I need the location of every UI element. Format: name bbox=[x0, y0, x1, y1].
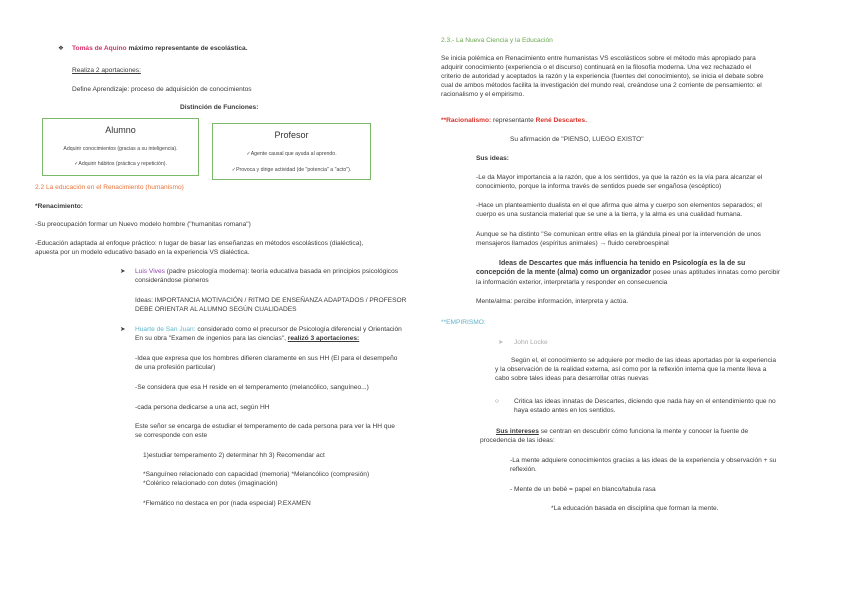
afirmacion-text: Su afirmación de "PIENSO, LUEGO EXISTO" bbox=[510, 136, 644, 143]
huarte-steps: 1)estudiar temperamento 2) determinar hh 3) Recomendar act bbox=[143, 452, 325, 459]
realiza-header: Realiza 2 aportaciones: bbox=[72, 67, 141, 74]
alumno-box bbox=[42, 118, 199, 176]
profesor-line1: ✓Agente causal que ayuda al aprendo. bbox=[246, 151, 337, 157]
section-2-2-heading: 2.2 La educación en el Renacimiento (humanismo) bbox=[35, 184, 184, 191]
intro-line4: cual de ambos métodos facilita la investigación del mundo real, creándose una 2 corriente de pensamiento: el bbox=[441, 82, 762, 89]
racionalismo-label: **Racionalismo: bbox=[441, 117, 492, 124]
huarte-colerico: *Colérico relacionado con dotes (imaginación) bbox=[143, 480, 278, 487]
critica-line1: Critica las ideas innatas de Descartes, diciendo que nada hay en el entendimiento que no bbox=[514, 398, 776, 405]
racionalismo-line bbox=[441, 117, 587, 125]
arrow-bullet-icon: ➤ bbox=[120, 268, 126, 275]
profesor-title: Profesor bbox=[274, 130, 309, 140]
idea3-line2: mensajeros llamados (espíritus animales) → fluido cerebroespinal bbox=[476, 240, 669, 247]
segun-line3: cabo sobre tales ideas para desarrollar otras nuevas bbox=[495, 375, 649, 382]
idea1-line1: -Le da Mayor importancia a la razón, que a los sentidos, ya que la razón es la vía para alcanzar el bbox=[476, 174, 763, 181]
alumno-title: Alumno bbox=[105, 125, 136, 135]
vives-name: Luis Vives bbox=[135, 268, 165, 275]
influencia-line2 bbox=[476, 269, 780, 277]
segun-line2: y la observación de la realidad externa, así como por la reflexión interna que la mente lleva a bbox=[495, 366, 767, 373]
huarte-sanguineo: *Sanguíneo relacionado con capacidad (memoria) *Melancólico (compresión) bbox=[143, 471, 370, 478]
huarte-ap1a: -Idea que expresa que los hombres difieren claramente en sus HH (El para el desempeño bbox=[135, 355, 398, 362]
locke-name: John Locke bbox=[514, 339, 548, 346]
empirismo-label: **EMPIRISMO: bbox=[441, 319, 486, 326]
idea2-line2: cuerpo es una sustancia material que se une a la tierra, y la alma es una cualidad humana. bbox=[476, 211, 743, 218]
vives-line1 bbox=[135, 268, 398, 276]
mente-alma-text: Mente/alma: percibe información, interpreta y actúa. bbox=[476, 298, 629, 305]
sus-ideas-label: Sus ideas: bbox=[476, 155, 509, 162]
idea1-line2: conocimiento, porque la informa través de sentidos puede ser engañosa (escéptico) bbox=[476, 183, 722, 190]
intro-line2: adquirir conocimiento (experiencia o el discurso) continuará en la filosofía moderna. Una vez rechazado el bbox=[441, 64, 752, 71]
vives-rest1: (padre psicología moderna): teoría educativa basada en principios psicológicos bbox=[166, 268, 399, 275]
renacimiento-label: *Renacimiento: bbox=[35, 203, 83, 210]
mente-adquiere-line1: -La mente adquiere conocimientos gracias a las ideas de la experiencia y observación + su bbox=[510, 457, 777, 464]
huarte-rest2b: realizó 3 aportaciones: bbox=[287, 335, 360, 342]
mente-bebe: - Mente de un bebé = papel en blanco/tabula rasa bbox=[510, 486, 656, 493]
aquino-rest: máximo representante de escolástica. bbox=[128, 45, 248, 52]
alumno-line1: Adquirir conocimientos (gracias a su inteligencia). bbox=[63, 146, 178, 152]
arrow-bullet-icon: ➤ bbox=[120, 326, 126, 333]
racionalismo-rest: representante bbox=[493, 117, 534, 124]
intro-line3: criterio de autoridad y aceptados la razón y la experiencia (fuentes del conocimiento), se inicia el debate sobre bbox=[441, 73, 764, 80]
huarte-rest1: considerado como el precursor de Psicología diferencial y Orientación bbox=[197, 326, 402, 333]
idea2-line1: -Hace un planteamiento dualista en el que afirma que alma y cuerpo son elementos separados; el bbox=[476, 202, 762, 209]
alumno-line2: ✓Adquirir hábitos (práctica y repetición). bbox=[74, 161, 167, 167]
intro-line5: racionalismo y el empirismo. bbox=[441, 91, 525, 98]
descartes-name: René Descartes. bbox=[535, 117, 587, 124]
educacion-final: *La educación basada en disciplina que forman la mente. bbox=[551, 505, 719, 512]
huarte-name: Huarte de San Juan: bbox=[135, 326, 196, 333]
influencia-line2b: posee unas aptitudes innatas como percibir bbox=[652, 269, 781, 276]
huarte-ap1b: de una profesión particular) bbox=[135, 364, 216, 371]
influencia-line1: Ideas de Descartes que más influencia ha tenido en Psicología es la de su bbox=[499, 260, 746, 267]
critica-line2: haya estado antes en los sentidos. bbox=[514, 407, 616, 414]
mente-adquiere-line2: reflexión. bbox=[510, 466, 537, 473]
huarte-line1 bbox=[135, 326, 402, 334]
vives-ideas1: Ideas: IMPORTANCIA MOTIVACIÓN / RITMO DE ENSEÑANZA ADAPTADOS / PROFESOR bbox=[135, 297, 407, 304]
profesor-box bbox=[212, 123, 371, 180]
influencia-line2a: concepción de la mente (alma) como un organizador bbox=[476, 269, 652, 276]
huarte-ap2: -Se considera que esa H reside en el temperamento (melancólico, sanguíneo...) bbox=[135, 384, 369, 391]
vives-rest2: considerándose pioneros bbox=[135, 277, 209, 284]
influencia-line3: la información exterior, interpretarla y responder en consecuencia bbox=[476, 279, 668, 286]
define-aprendizaje: Define Aprendizaje: proceso de adquisición de conocimientos bbox=[72, 86, 252, 93]
section-2-3-heading: 2.3.- La Nueva Ciencia y la Educación bbox=[441, 37, 553, 44]
profesor-line2: ✓Provoca y dirige actividad (de "potencia" a "acto"). bbox=[231, 167, 352, 173]
right-column bbox=[424, 0, 848, 599]
huarte-estudiar1: Este señor se encarga de estudiar el temperamento de cada persona para ver la HH que bbox=[135, 423, 395, 430]
intereses-line1 bbox=[496, 428, 748, 436]
huarte-estudiar2: se corresponde con este bbox=[135, 432, 208, 439]
educacion-line1: -Educación adaptada al enfoque práctico: n lugar de basar las enseñanzas en métodos escolásticos (dialéctica), bbox=[35, 240, 364, 247]
segun-line1: Según el, el conocimiento se adquiere por medio de las ideas aportadas por la experiencia bbox=[511, 357, 777, 364]
diamond-bullet-icon: ❖ bbox=[58, 45, 64, 52]
aquino-name: Tomás de Aquino bbox=[72, 45, 127, 52]
vives-ideas2: DEBE ORIENTAR AL ALUMNO SEGÚN CUALIDADES bbox=[135, 306, 297, 313]
intro-line1: Se inicia polémica en Renacimiento entre humanistas VS escolásticos sobre el método más apropiado para bbox=[441, 55, 756, 62]
intereses-line2: procedencia de las ideas: bbox=[480, 437, 555, 444]
circle-bullet-icon: ○ bbox=[495, 398, 499, 405]
distincion-title: Distinción de Funciones: bbox=[180, 104, 259, 111]
huarte-rest2a: En su obra "Examen de ingenios para las ciencias", bbox=[135, 335, 286, 342]
intereses-label: Sus intereses bbox=[496, 428, 539, 435]
educacion-line2: apuesta por un modelo educativo basado en la experiencia VS dialéctica. bbox=[35, 249, 250, 256]
intereses-rest: se centran en descubrir cómo funciona la mente y conocer la fuente de bbox=[540, 428, 749, 435]
huarte-line2 bbox=[135, 335, 359, 343]
preocupacion-text: -Su preocupación formar un Nuevo modelo hombre ("humanitas romana") bbox=[35, 221, 251, 228]
huarte-ap3: -cada persona dedicarse a una act, según HH bbox=[135, 404, 270, 411]
huarte-flematico: *Flemático no destaca en por (nada especial) P.EXAMEN bbox=[143, 500, 311, 507]
arrow-bullet-icon: ➤ bbox=[498, 339, 504, 346]
idea3-line1: Aunque se ha distinto "Se comunican entre ellas en la glándula pineal por la intervención de unos bbox=[476, 231, 761, 238]
aquino-heading bbox=[72, 45, 248, 53]
